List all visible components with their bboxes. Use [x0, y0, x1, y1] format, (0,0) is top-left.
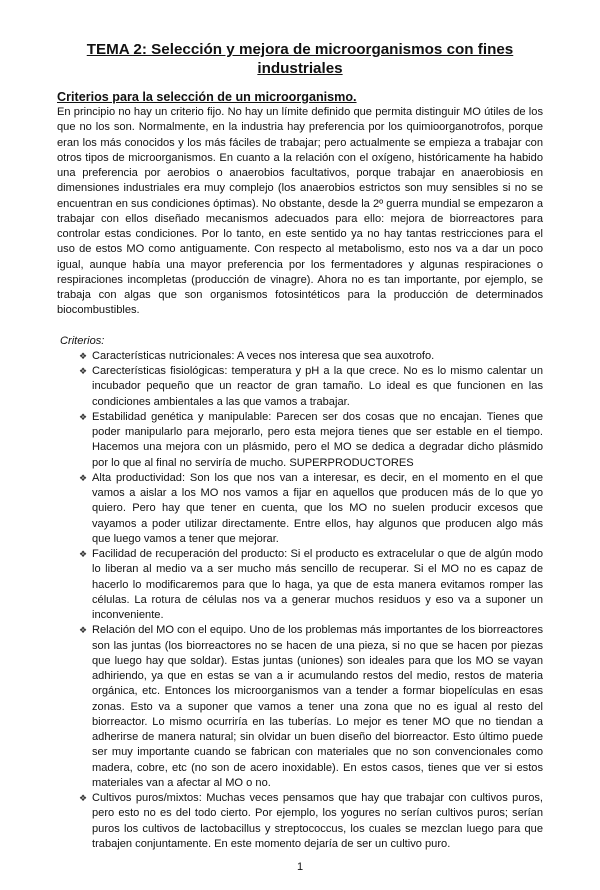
- list-item: [79, 471, 543, 547]
- list-item-text: Alta productividad: Son los que nos van a interesar, es decir, en el momento en el que vamos a aislar a los MO nos vamos a fijar en aquellos que producen más de lo que yo quiero. Pero hay que tener en cuenta, que los MO no suelen producir excesos que vayamos a poder utilizar directamente. Entre ellos, hay algunos que producen algo más que luego vamos a tener que mejorar.: [92, 471, 543, 545]
- diamond-bullet-icon: ❖: [79, 472, 88, 483]
- diamond-bullet-icon: ❖: [79, 411, 88, 422]
- document-title: TEMA 2: Selección y mejora de microorganismos con fines industriales: [86, 41, 514, 77]
- list-item-text: Cultivos puros/mixtos: Muchas veces pensamos que hay que trabajar con cultivos puros, pero esto no es del todo cierto. Por ejemplo, los yogures no serían cultivos puros; serían puros los cultivos de lactobacillus y streptococcus, los cuales se mezclan luego para que trabajen conjuntamente. En este momento dejaría de ser un cultivo puro.: [92, 792, 543, 850]
- list-item: [79, 623, 543, 791]
- intro-paragraph: En principio no hay un criterio fijo. No hay un límite definido que permita distinguir MO útiles de los que no los son. Normalmente, en la industria hay preferencia por los quimioorganotrofos, porque eran los más conocidos y los más fáciles de trabajar; pero actualmente se empieza a trabajar con otros tipos de microorganismos. En cuanto a la relación con el oxígeno, históricamente ha habido una preferencia por aerobios o anaerobios facultativos, porque trabajar en anaerobiosis en dimensiones industriales era muy complejo (los anaerobios estrictos son muy sensibles si no se encuentran en sus condiciones óptimas). No obstante, desde la 2º guerra mundial se empezaron a trabajar con ellos diseñado mecanismos adecuados para ello: mejora de biorreactores para controlar estas condiciones. Por lo tanto, en este sentido ya no hay tantas restricciones para el uso de estos MO como antiguamente. Con respecto al metabolismo, esto nos va a dar un poco igual, aunque había una mayor preferencia por los fermentadores y algunas respiraciones o respiraciones incompletas (producción de vinagre). Ahora no es tan importante, por ejemplo, se trabaja con algas que son organismos fotosintéticos para la producción de determinados biocombustibles.: [57, 106, 543, 317]
- list-item: [79, 547, 543, 623]
- page-number: 1: [296, 861, 304, 873]
- list-item-text: Carecterísticas fisiológicas: temperatura y pH a la que crece. No es lo mismo calentar un incubador pequeño que un reactor de gran tamaño. Lo ideal es que funcionen en las condiciones ambientales a las que vamos a trabajar.: [92, 365, 543, 408]
- list-item: [79, 791, 543, 852]
- diamond-bullet-icon: ❖: [79, 625, 88, 636]
- list-item-text: Relación del MO con el equipo. Uno de los problemas más importantes de los biorreactores son las juntas (los biorreactores no se hacen de una pieza, si no que se hacen por piezas que luego hay que soldar). Estas juntas (uniones) son ideales para que los MO se vayan adhiriendo, ya que en estas se van a ir acumulando restos del medio, restos de materia orgánica, etc. Entonces los microorganismos van a tender a formar biopelículas en esas zonas. Esto va a suponer que vamos a tener una zona que no es igual al resto del biorreactor. Lo mismo ocurriría en las tuberías. Lo mejor es tener MO que no tiendan a adherirse de manera natural; sin olvidar un buen diseño del biorreactor. Esto último puede ser muy importante cuando se fabrican con materiales que no son convencionales como madera, cobre, etc (no son de acero inoxidable). En estos casos, tienes que ver si estos materiales van a afectar al MO o no.: [92, 624, 543, 789]
- diamond-bullet-icon: ❖: [79, 350, 88, 361]
- list-item: [79, 349, 543, 364]
- diamond-bullet-icon: ❖: [79, 366, 88, 376]
- criteria-list: [57, 349, 543, 852]
- list-item-text: Características nutricionales: A veces nos interesa que sea auxotrofo.: [92, 349, 435, 362]
- criteria-label: Criterios:: [60, 334, 105, 347]
- diamond-bullet-icon: ❖: [79, 793, 88, 803]
- document-page: [57, 0, 543, 852]
- list-item-text: Estabilidad genética y manipulable: Parecen ser dos cosas que no encajan. Tienes que poder manipularlo para mejorarlo, pero esta mejora tienes que ser estable en el tiempo. Hacemos una mejora con un plásmido, pero el MO se dedica a degradar dicho plásmido por lo que al final no serviría de mucho. SUPERPRODUCTORES: [92, 410, 543, 469]
- list-item: [79, 364, 543, 410]
- section-heading: Criterios para la selección de un microorganismo.: [57, 90, 357, 104]
- list-item-text: Facilidad de recuperación del producto: Si el producto es extracelular o que de algún modo lo liberan al medio va a ser mucho más sencillo de recuperar. Si el MO no es capaz de hacerlo lo modificaremos para que lo haga, ya que de esta manera evitamos romper las células. La rotura de células nos va a generar muchos residuos y eso va a suponer un inconveniente.: [92, 548, 543, 621]
- diamond-bullet-icon: ❖: [79, 549, 88, 559]
- list-item: [79, 410, 543, 471]
